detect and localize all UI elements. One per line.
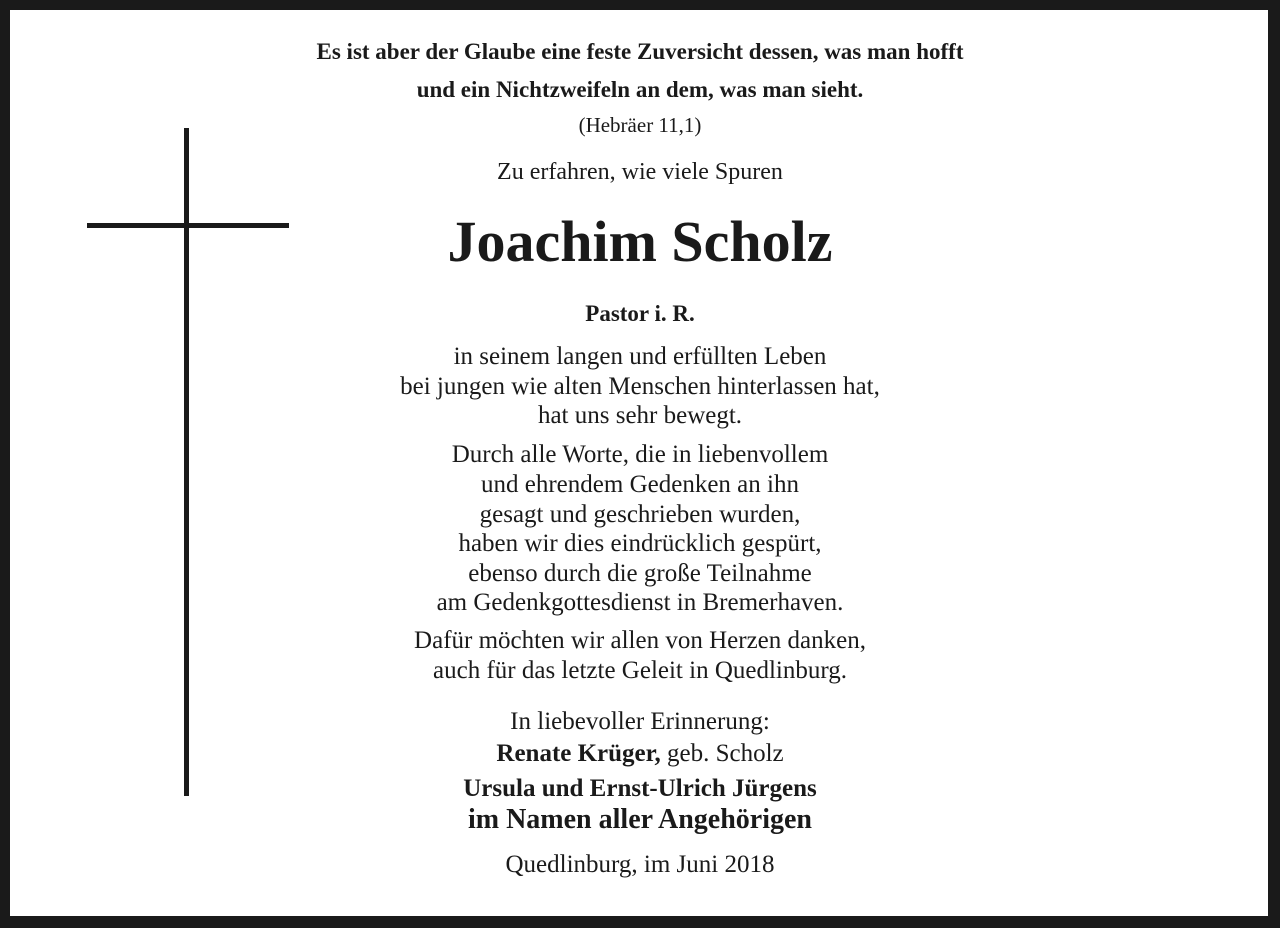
signature-intro: In liebevoller Erinnerung:: [510, 708, 770, 735]
paragraph2-line-6: am Gedenkgottesdienst in Bremerhaven.: [436, 589, 844, 616]
deceased-title: Pastor i. R.: [585, 301, 695, 326]
paragraph1-line-1: in seinem langen und erfüllten Leben: [453, 343, 827, 370]
motto-line-1: Es ist aber der Glaube eine feste Zuversicht dessen, was man hofft: [316, 39, 964, 64]
paragraph2-line-5: ebenso durch die große Teilnahme: [468, 560, 812, 587]
paragraph1-line-2: bei jungen wie alten Menschen hinterlassen hat,: [400, 373, 880, 400]
paragraph3-line-1: Dafür möchten wir allen von Herzen danken,: [414, 627, 866, 654]
paragraph3-line-2: auch für das letzte Geleit in Quedlinburg.: [433, 657, 847, 684]
paragraph2-line-2: und ehrendem Gedenken an ihn: [481, 471, 799, 498]
paragraph2-line-1: Durch alle Worte, die in liebenvollem: [451, 441, 829, 468]
signature-person1-note: geb. Scholz: [660, 740, 784, 767]
signature-person1: [0, 741, 1280, 766]
paragraph2-line-4: haben wir dies eindrücklich gespürt,: [458, 530, 822, 557]
bible-reference: (Hebräer 11,1): [578, 113, 702, 137]
paragraph1-line-3: hat uns sehr bewegt.: [537, 402, 743, 429]
signature-person2: Ursula und Ernst-Ulrich Jürgens: [463, 775, 817, 802]
place-date: Quedlinburg, im Juni 2018: [505, 851, 775, 878]
signature-family: im Namen aller Angehörigen: [467, 804, 812, 835]
paragraph2-line-3: gesagt und geschrieben wurden,: [479, 501, 801, 528]
deceased-name: Joachim Scholz: [447, 209, 833, 274]
motto-line-2: und ein Nichtzweifeln an dem, was man sieht.: [416, 77, 864, 102]
intro-line: Zu erfahren, wie viele Spuren: [497, 159, 783, 185]
signature-person1-name: Renate Krüger,: [496, 740, 661, 767]
